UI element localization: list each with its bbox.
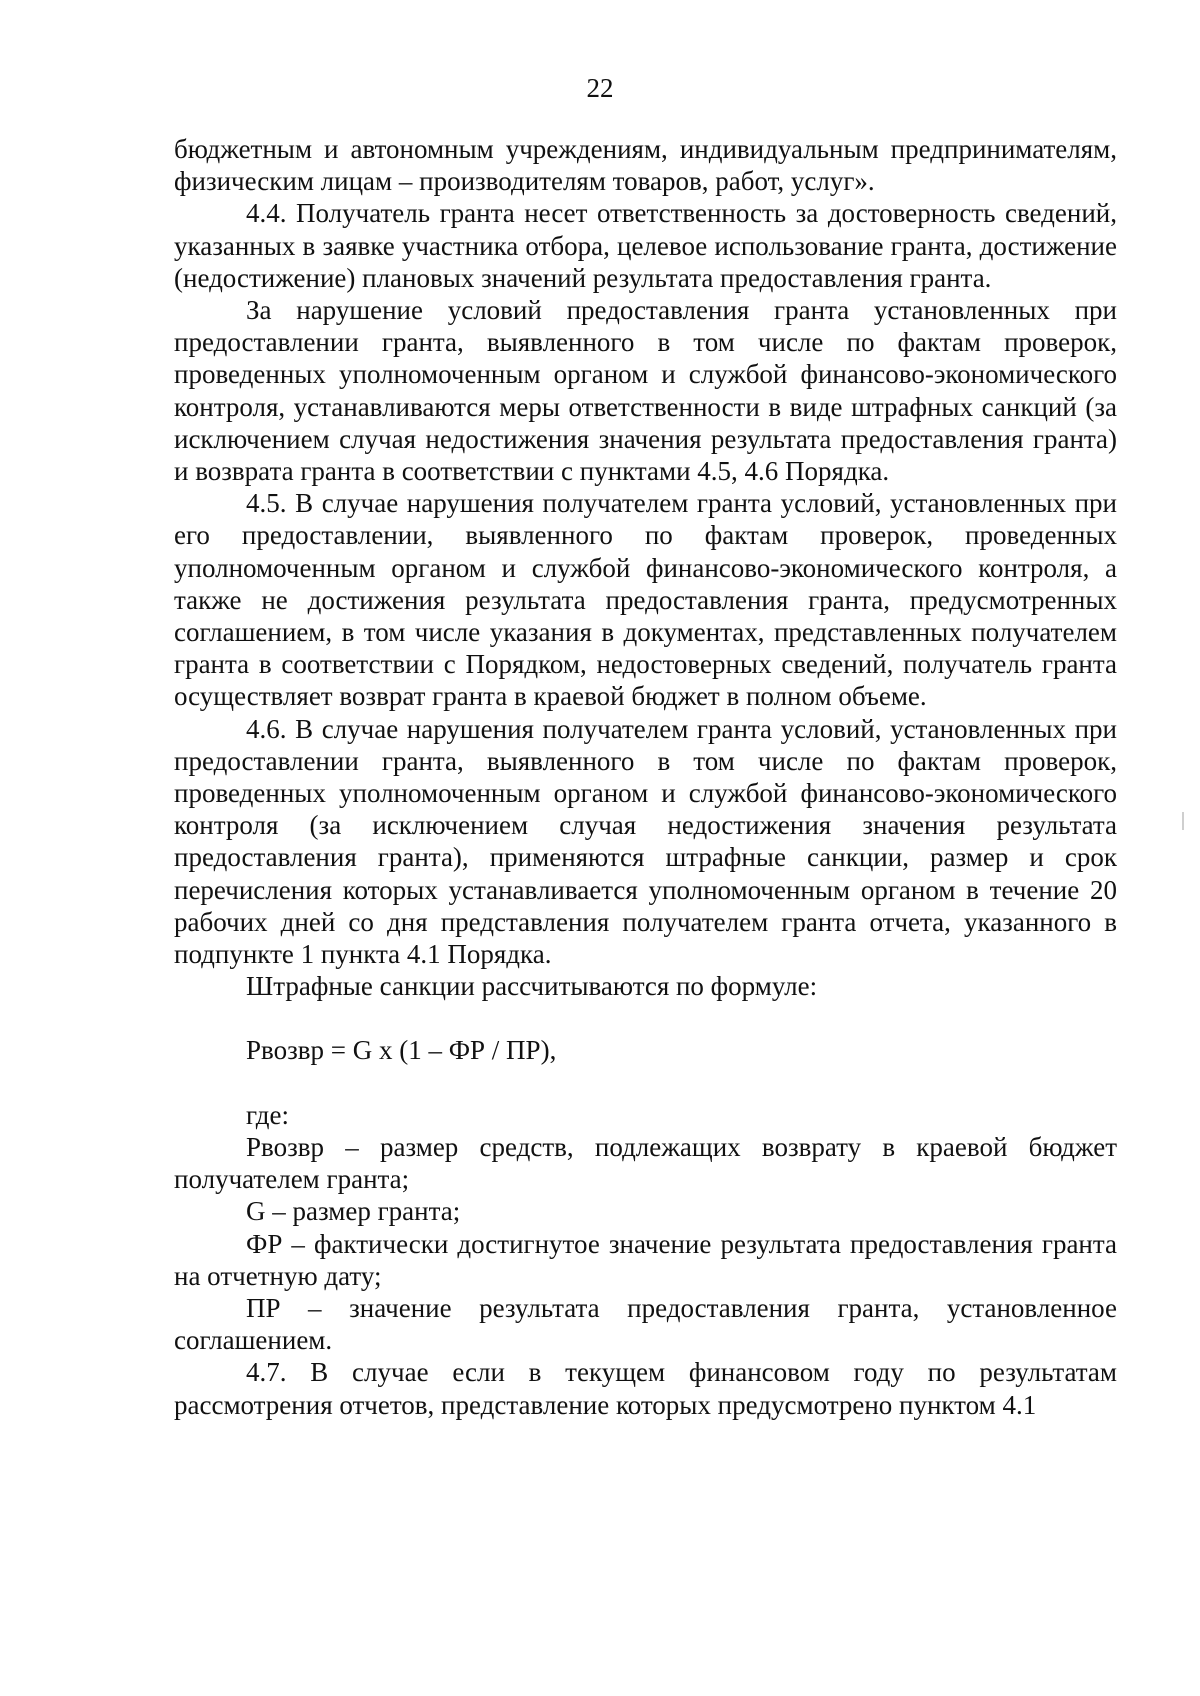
document-text: [174, 133, 1117, 1421]
definition-g: G – размер гранта;: [246, 1196, 461, 1227]
paragraph-continuation: бюджетным и автономным учреждениям, индивидуальным предпринимателям, физическим лицам – производителям товаров, работ, услуг».: [174, 134, 1117, 197]
definition-pr: ПР – значение результата предоставления гранта, установленное соглашением.: [174, 1292, 1117, 1356]
formula-intro: Штрафные санкции рассчитываются по формуле:: [246, 971, 818, 1002]
paragraph-4-7: 4.7. В случае если в текущем финансовом году по результатам рассмотрения отчетов, представление которых предусмотрено пунктом 4.1: [174, 1357, 1117, 1420]
penalty-formula: Рвозвр = G x (1 – ФР / ПР),: [246, 1035, 557, 1066]
paragraph-4-6: 4.6. В случае нарушения получателем гранта условий, установленных при предоставлении гранта, выявленного в том числе по фактам проверок, проведенных уполномоченным органом и службой финансово-экономического контроля (за исключением случая недостижения значения результата предоставления гранта), применяются штрафные санкции, размер и срок перечисления которых устанавливается уполномоченным органом в течение 20 рабочих дней со дня представления получателем гранта отчета, указанного в подпункте 1 пункта 4.1 Порядка.: [174, 713, 1117, 970]
paragraph-4-4: 4.4. Получатель гранта несет ответственность за достоверность сведений, указанных в заявке участника отбора, целевое использование гранта, достижение (недостижение) плановых значений результата предоставления гранта.: [174, 198, 1117, 293]
formula-where-label: где:: [246, 1099, 289, 1130]
paragraph-penalty-measures: За нарушение условий предоставления гранта установленных при предоставлении гранта, выявленного в том числе по фактам проверок, проведенных уполномоченным органом и службой финансово-экономического контроля, устанавливаются меры ответственности в виде штрафных санкций (за исключением случая недостижения значения результата предоставления гранта) и возврата гранта в соответствии с пунктами 4.5, 4.6 Порядка.: [174, 295, 1117, 487]
definition-rvozvr: Рвозвр – размер средств, подлежащих возврату в краевой бюджет получателем гранта;: [174, 1131, 1117, 1195]
scan-mark: [1182, 812, 1184, 830]
paragraph-4-5: 4.5. В случае нарушения получателем гранта условий, установленных при его предоставлении, выявленного по фактам проверок, проведенных уполномоченным органом и службой финансово-экономического контроля, а также не достижения результата предоставления гранта, предусмотренных соглашением, в том числе указания в документах, представленных получателем гранта в соответствии с Порядком, недостоверных сведений, получатель гранта осуществляет возврат гранта в краевой бюджет в полном объеме.: [174, 488, 1117, 712]
definition-fr: ФР – фактически достигнутое значение результата предоставления гранта на отчетную дату;: [174, 1228, 1117, 1291]
page-number: 22: [586, 73, 614, 103]
